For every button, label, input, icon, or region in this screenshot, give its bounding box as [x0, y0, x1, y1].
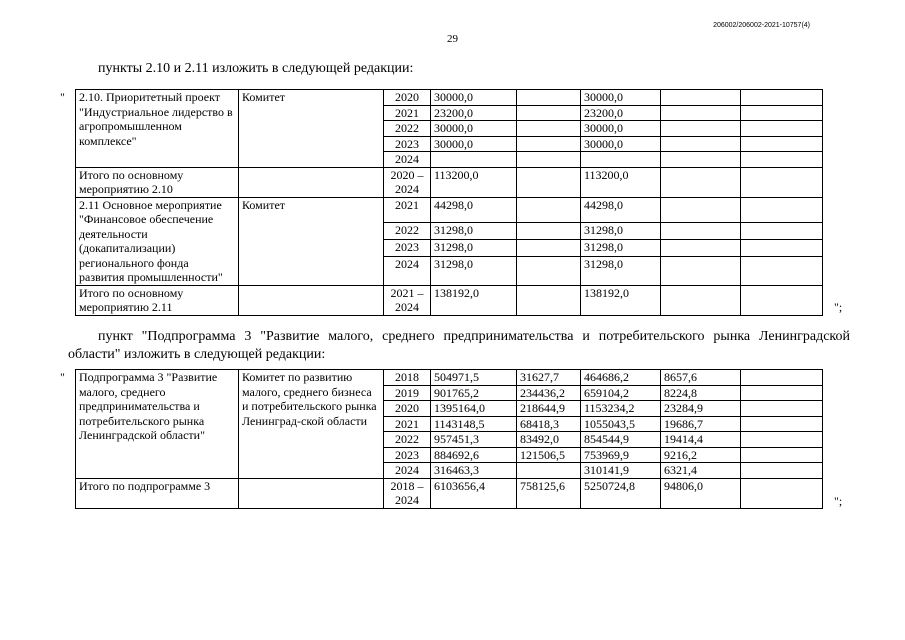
- federal-cell: [517, 285, 581, 315]
- total-cell: 31298,0: [431, 222, 517, 239]
- total-cell: 138192,0: [431, 285, 517, 315]
- federal-cell: [517, 105, 581, 121]
- federal-cell: [517, 239, 581, 256]
- executor-cell: [239, 478, 384, 508]
- intro-paragraph-1: пункты 2.10 и 2.11 изложить в следующей редакции:: [98, 61, 414, 76]
- local-cell: [661, 90, 741, 106]
- local-cell: [661, 197, 741, 222]
- local-cell: 19686,7: [661, 416, 741, 432]
- year-cell: 2024: [384, 256, 431, 285]
- table-row: [76, 285, 823, 315]
- year-cell: 2023: [384, 447, 431, 463]
- executor-cell: Комитет: [239, 197, 384, 285]
- year-cell: 2021: [384, 416, 431, 432]
- local-cell: 23284,9: [661, 401, 741, 417]
- year-cell: 2020: [384, 401, 431, 417]
- year-cell: 2023: [384, 136, 431, 152]
- local-cell: [661, 167, 741, 197]
- federal-cell: [517, 197, 581, 222]
- year-cell: 2023: [384, 239, 431, 256]
- other-cell: [741, 105, 823, 121]
- local-cell: [661, 256, 741, 285]
- year-cell: 2019: [384, 385, 431, 401]
- intro-paragraph-2: пункт "Подпрограмма 3 "Развитие малого, среднего предпринимательства и потребительского рынка Ленинградской области" изложить в следующей редакции:: [68, 329, 850, 362]
- total-cell: 30000,0: [431, 90, 517, 106]
- total-cell: 1395164,0: [431, 401, 517, 417]
- federal-cell: [517, 222, 581, 239]
- summary-name: Итого по подпрограмме 3: [76, 478, 239, 508]
- table-row: [76, 370, 823, 386]
- year-cell: 2022: [384, 432, 431, 448]
- year-cell: 2020 – 2024: [384, 167, 431, 197]
- other-cell: [741, 152, 823, 168]
- federal-cell: [517, 463, 581, 479]
- quote-close: ";: [834, 494, 843, 508]
- quote-open: ": [60, 370, 65, 384]
- regional-cell: 31298,0: [581, 239, 661, 256]
- total-cell: 6103656,4: [431, 478, 517, 508]
- regional-cell: 310141,9: [581, 463, 661, 479]
- other-cell: [741, 478, 823, 508]
- total-cell: 31298,0: [431, 256, 517, 285]
- table-row: [76, 478, 823, 508]
- other-cell: [741, 197, 823, 222]
- local-cell: [661, 136, 741, 152]
- total-cell: [431, 152, 517, 168]
- other-cell: [741, 385, 823, 401]
- other-cell: [741, 432, 823, 448]
- other-cell: [741, 136, 823, 152]
- year-cell: 2024: [384, 152, 431, 168]
- local-cell: 8657,6: [661, 370, 741, 386]
- year-cell: 2018: [384, 370, 431, 386]
- other-cell: [741, 401, 823, 417]
- executor-cell: Комитет по развитию малого, среднего бизнеса и потребительского рынка Ленинград-ской области: [239, 370, 384, 479]
- total-cell: 901765,2: [431, 385, 517, 401]
- regional-cell: 113200,0: [581, 167, 661, 197]
- row-name: 2.11 Основное мероприятие "Финансовое обеспечение деятельности (докапитализации) регионального фонда развития промышленности": [76, 197, 239, 285]
- other-cell: [741, 285, 823, 315]
- federal-cell: 121506,5: [517, 447, 581, 463]
- total-cell: 1143148,5: [431, 416, 517, 432]
- other-cell: [741, 239, 823, 256]
- total-cell: 316463,3: [431, 463, 517, 479]
- year-cell: 2021 – 2024: [384, 285, 431, 315]
- regional-cell: 31298,0: [581, 222, 661, 239]
- regional-cell: 5250724,8: [581, 478, 661, 508]
- regional-cell: 30000,0: [581, 90, 661, 106]
- total-cell: 44298,0: [431, 197, 517, 222]
- local-cell: 9216,2: [661, 447, 741, 463]
- regional-cell: 30000,0: [581, 136, 661, 152]
- other-cell: [741, 90, 823, 106]
- federal-cell: [517, 90, 581, 106]
- total-cell: 884692,6: [431, 447, 517, 463]
- local-cell: 94806,0: [661, 478, 741, 508]
- year-cell: 2021: [384, 197, 431, 222]
- local-cell: [661, 105, 741, 121]
- federal-cell: [517, 136, 581, 152]
- local-cell: 6321,4: [661, 463, 741, 479]
- regional-cell: 23200,0: [581, 105, 661, 121]
- regional-cell: 30000,0: [581, 121, 661, 137]
- local-cell: [661, 152, 741, 168]
- executor-cell: [239, 285, 384, 315]
- federal-cell: [517, 152, 581, 168]
- regional-cell: 659104,2: [581, 385, 661, 401]
- local-cell: [661, 239, 741, 256]
- other-cell: [741, 447, 823, 463]
- federal-cell: 758125,6: [517, 478, 581, 508]
- executor-cell: Комитет: [239, 90, 384, 168]
- other-cell: [741, 167, 823, 197]
- local-cell: [661, 121, 741, 137]
- federal-cell: 218644,9: [517, 401, 581, 417]
- regional-cell: 1153234,2: [581, 401, 661, 417]
- regional-cell: 464686,2: [581, 370, 661, 386]
- total-cell: 957451,3: [431, 432, 517, 448]
- federal-cell: [517, 121, 581, 137]
- document-id: 206002/206002-2021-10757(4): [713, 22, 810, 29]
- year-cell: 2020: [384, 90, 431, 106]
- regional-cell: 44298,0: [581, 197, 661, 222]
- federal-cell: [517, 167, 581, 197]
- local-cell: 19414,4: [661, 432, 741, 448]
- executor-cell: [239, 167, 384, 197]
- row-name: 2.10. Приоритетный проект "Индустриальное лидерство в агропромышленном комплексе": [76, 90, 239, 168]
- year-cell: 2021: [384, 105, 431, 121]
- other-cell: [741, 256, 823, 285]
- table-row: [76, 90, 823, 106]
- row-name: Итого по основному мероприятию 2.11: [76, 285, 239, 315]
- regional-cell: 753969,9: [581, 447, 661, 463]
- page-number: 29: [447, 33, 458, 45]
- regional-cell: 138192,0: [581, 285, 661, 315]
- other-cell: [741, 416, 823, 432]
- year-cell: 2022: [384, 121, 431, 137]
- regional-cell: [581, 152, 661, 168]
- subprogram-name: Подпрограмма 3 "Развитие малого, среднего предпринимательства и потребительского рынка Ленинградской области": [76, 370, 239, 479]
- regional-cell: 854544,9: [581, 432, 661, 448]
- total-cell: 23200,0: [431, 105, 517, 121]
- table-row: [76, 197, 823, 222]
- federal-cell: 68418,3: [517, 416, 581, 432]
- regional-cell: 1055043,5: [581, 416, 661, 432]
- year-cell: 2022: [384, 222, 431, 239]
- federal-cell: 83492,0: [517, 432, 581, 448]
- year-cell: 2018 – 2024: [384, 478, 431, 508]
- federal-cell: [517, 256, 581, 285]
- federal-cell: 234436,2: [517, 385, 581, 401]
- local-cell: [661, 222, 741, 239]
- local-cell: 8224,8: [661, 385, 741, 401]
- other-cell: [741, 370, 823, 386]
- federal-cell: 31627,7: [517, 370, 581, 386]
- total-cell: 113200,0: [431, 167, 517, 197]
- quote-open: ": [60, 90, 65, 104]
- quote-close: ";: [834, 300, 843, 314]
- row-name: Итого по основному мероприятию 2.10: [76, 167, 239, 197]
- other-cell: [741, 463, 823, 479]
- regional-cell: 31298,0: [581, 256, 661, 285]
- table-row: [76, 167, 823, 197]
- other-cell: [741, 222, 823, 239]
- table-1: [75, 89, 823, 316]
- other-cell: [741, 121, 823, 137]
- total-cell: 30000,0: [431, 136, 517, 152]
- local-cell: [661, 285, 741, 315]
- total-cell: 31298,0: [431, 239, 517, 256]
- table-2: [75, 369, 823, 509]
- total-cell: 30000,0: [431, 121, 517, 137]
- total-cell: 504971,5: [431, 370, 517, 386]
- year-cell: 2024: [384, 463, 431, 479]
